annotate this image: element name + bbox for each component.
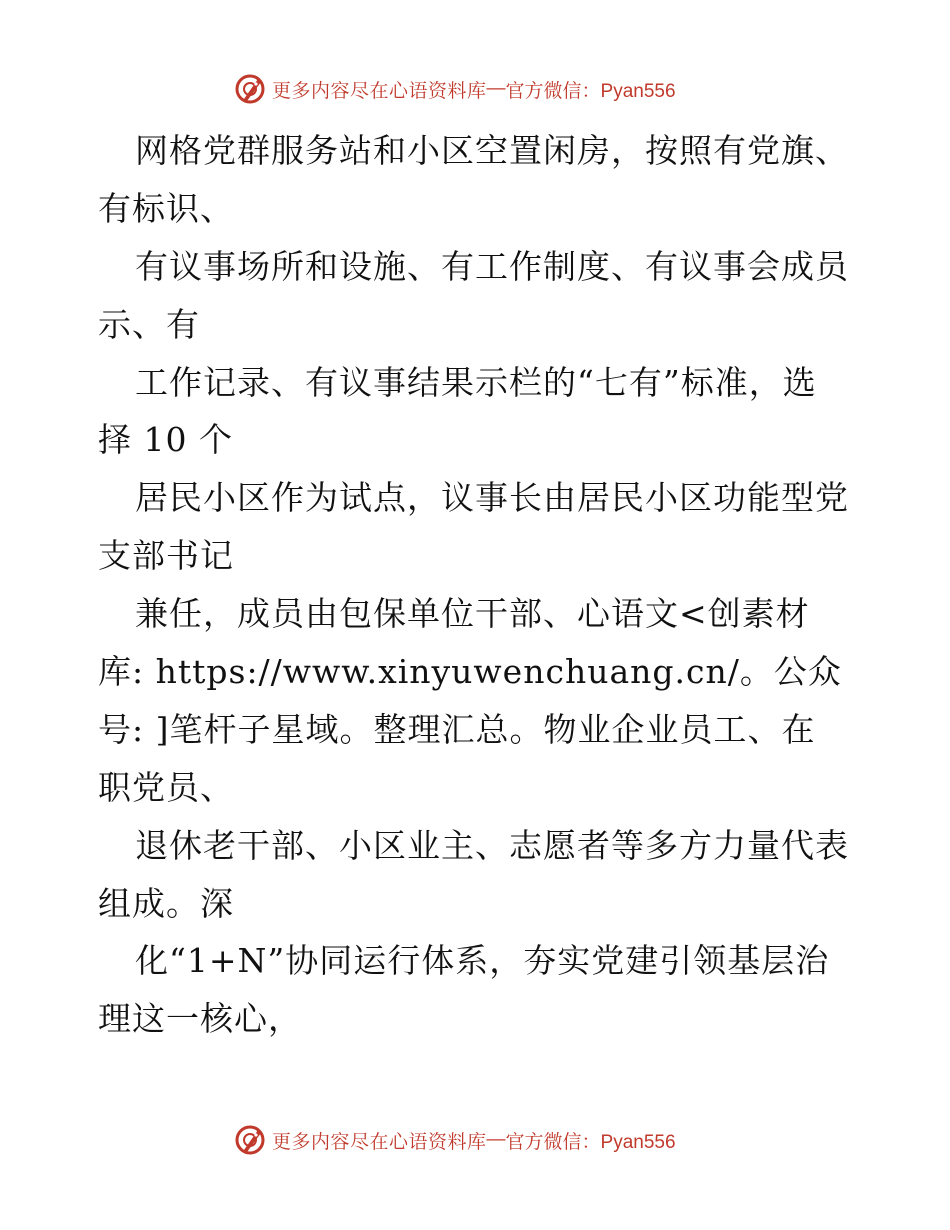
body-line: 组成。深 — [98, 883, 234, 923]
body-line: 化“1+N”协同运行体系，夯实党建引领基层治 — [135, 941, 830, 981]
body-line: 择 10 个 — [98, 420, 233, 460]
body-line: 工作记录、有议事结果示栏的“七有”标准，选 — [135, 362, 817, 402]
body-line: 有议事场所和设施、有工作制度、有议事会成员 — [135, 246, 849, 286]
body-line: 兼任，成员由包保单位干部、心语文<创素材 — [135, 594, 810, 634]
body-line: 有标识、 — [98, 188, 234, 228]
footer-wechat-text: 官方微信：Pyan556 — [505, 1131, 676, 1153]
body-line: 职党员、 — [98, 767, 234, 807]
footer-banner — [234, 1123, 676, 1157]
header-banner-separator: — — [486, 78, 506, 99]
body-line: 居民小区作为试点，议事长由居民小区功能型党 — [135, 478, 849, 518]
document-body — [98, 122, 868, 1048]
pen-logo-icon — [234, 73, 266, 105]
body-line: 网格党群服务站和小区空置闲房，按照有党旗、 — [135, 131, 849, 170]
body-line: 示、有 — [98, 304, 200, 344]
footer-banner-separator: — — [486, 1129, 506, 1150]
body-line: 支部书记 — [98, 536, 234, 576]
body-line: 号: ]笔杆子星域。整理汇总。物业企业员工、在 — [98, 709, 816, 749]
header-wechat-text: 官方微信：Pyan556 — [505, 80, 676, 102]
footer-banner-text: 更多内容尽在心语资料库 — [272, 1130, 487, 1153]
body-line: 理这一核心， — [98, 999, 302, 1039]
pen-logo-icon — [234, 1124, 266, 1156]
header-banner — [234, 72, 676, 106]
header-banner-text: 更多内容尽在心语资料库 — [272, 79, 487, 102]
body-line: 退休老干部、小区业主、志愿者等多方力量代表 — [135, 825, 849, 865]
body-line: 库: https://www.xinyuwenchuang.cn/。公众 — [98, 652, 842, 692]
